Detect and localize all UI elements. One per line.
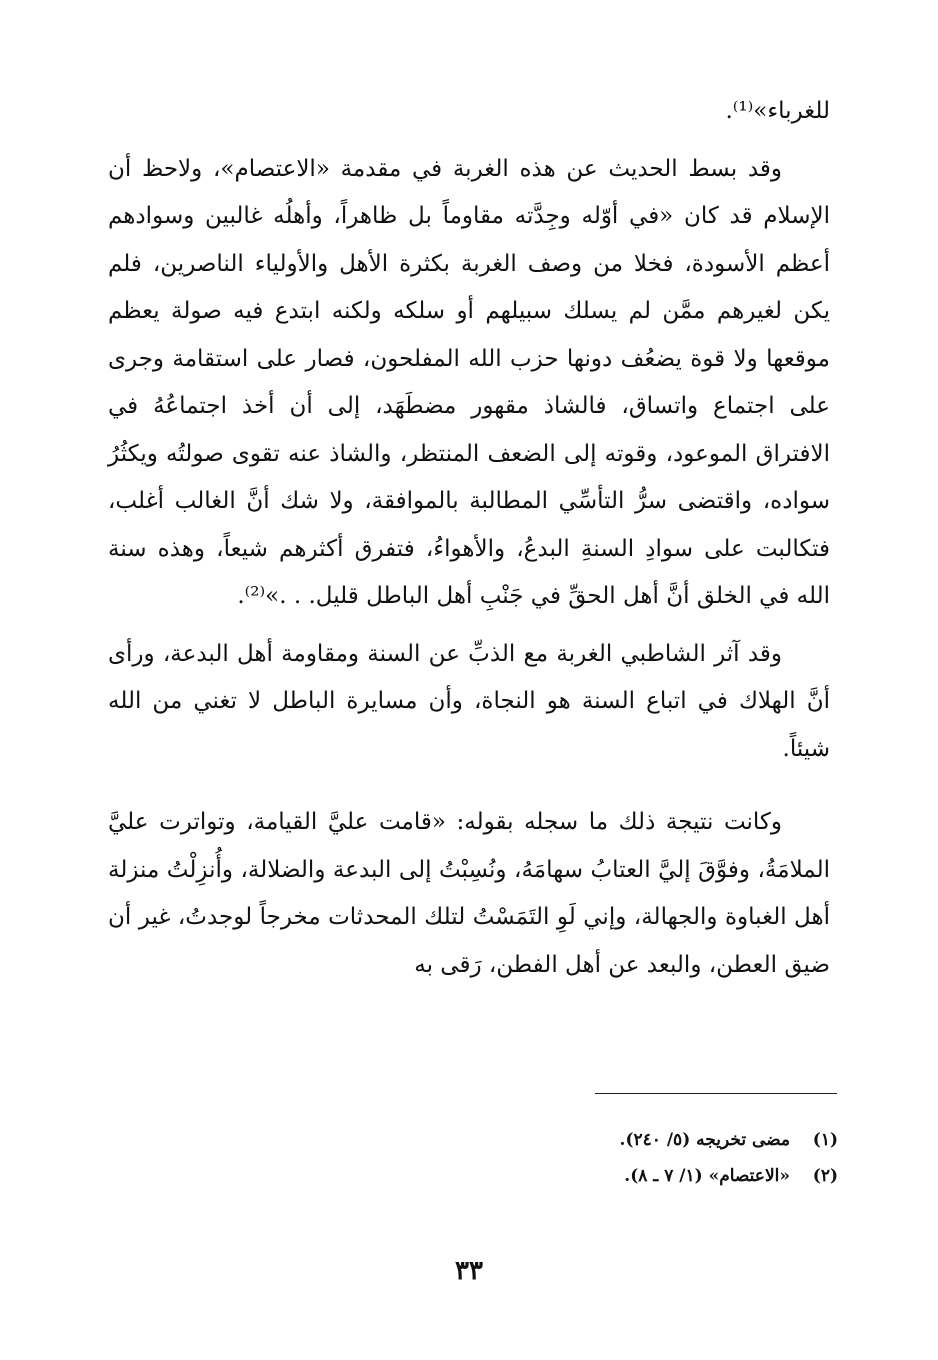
footnote-text: «الاعتصام» (١/ ٧ ـ ٨).: [624, 1166, 790, 1186]
page-number: ٣٣: [455, 1256, 483, 1286]
footnote-2: [420, 1158, 838, 1194]
footnote-divider: [595, 1093, 837, 1094]
paragraph-2: وقد بسط الحديث عن هذه الغربة في مقدمة «الاعتصام»، ولاحظ أن الإسلام قد كان «في أوّله وجِدَّته مقاوماً بل ظاهراً، وأهلُه غالبين وسوادهم أعظم الأسودة، فخلا من وصف الغربة بكثرة الأهل والأولياء الناصرين، فلم يكن لغيرهم ممَّن لم يسلك سبيلهم أو سلكه ولكنه ابتدع فيه صولة يعظم موقعها ولا قوة يضعُف دونها حزب الله المفلحون، فصار على استقامة وجرى على اجتماع واتساق، فالشاذ مقهور مضطَهَد، إلى أن أخذ اجتماعُهُ في الافتراق الموعود، وقوته إلى الضعف المنتظر، والشاذ عنه تقوى صولتُه ويكثُرُ سواده، واقتضى سرُّ التأسِّي المطالبة بالموافقة، ولا شك أنَّ الغالب أغلب، فتكالبت على سوادِ السنةِ البدعُ، والأهواءُ، فتفرق أكثرهم شيعاً، وهذه سنة الله في الخلق أنَّ أهل الحقِّ في جَنْبِ أهل الباطل قليل. . .»⁽²⁾.: [108, 155, 830, 609]
footnotes: [420, 1122, 838, 1194]
footnote-number: (٢): [812, 1166, 838, 1186]
main-text: [108, 88, 830, 989]
footnote-text: مضى تخريجه (٥/ ٢٤٠).: [619, 1130, 790, 1150]
footnote-1: [420, 1122, 838, 1158]
paragraph-1: للغرباء»⁽¹⁾.: [725, 98, 830, 124]
paragraph-4: وكانت نتيجة ذلك ما سجله بقوله: «قامت عليَّ القيامة، وتواترت عليَّ الملامَةُ، وفوَّقَ إليَّ العتابُ سهامَهُ، ونُسِبْتُ إلى البدعة والضلالة، وأُنزِلْتُ منزلة أهل الغباوة والجهالة، وإني لَوِ التَمَسْتُ لتلك المحدثات مخرجاً لوجدتُ، غير أن ضيق العطن، والبعد عن أهل الفطن، رَقى به: [108, 809, 830, 978]
paragraph-3: وقد آثر الشاطبي الغربة مع الذبِّ عن السنة ومقاومة أهل البدعة، ورأى أنَّ الهلاك في اتباع السنة هو النجاة، وأن مسايرة الباطل لا تغني من الله شيئاً.: [108, 640, 830, 762]
footnote-number: (١): [812, 1130, 838, 1150]
